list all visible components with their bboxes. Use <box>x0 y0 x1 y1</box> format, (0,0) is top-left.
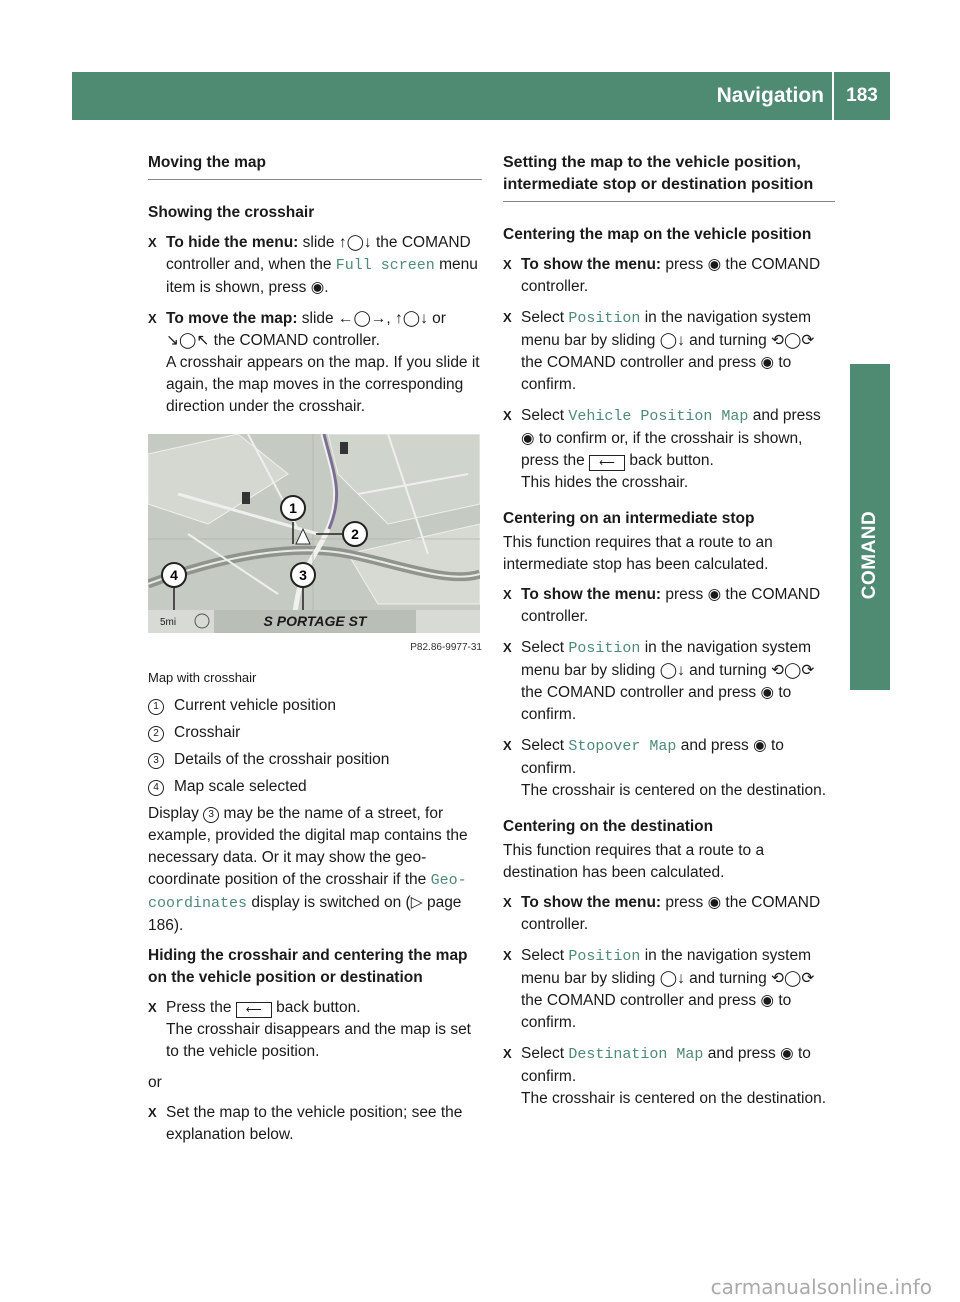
menu-item-position: Position <box>568 310 641 327</box>
controller-press-icon: ◉ <box>310 279 325 296</box>
step-arrow-icon: X <box>503 408 512 423</box>
figure-id: P82.86-9977-31 <box>410 642 482 653</box>
controller-turn-icon: ⟲◯⟳ <box>771 332 815 349</box>
controller-press-icon: ◉ <box>760 354 775 371</box>
step-select-position: X Select Position in the navigation system menu bar by sliding ◯↓ and turning ⟲◯⟳ the COMAND controller and press ◉ to confirm. <box>503 639 815 723</box>
step-select-position: X Select Position in the navigation system menu bar by sliding ◯↓ and turning ⟲◯⟳ the COMAND controller and press ◉ to confirm. <box>503 947 815 1031</box>
controller-press-icon: ◉ <box>780 1045 794 1062</box>
step-show-menu: X To show the menu: press ◉ the COMAND controller. <box>503 256 821 295</box>
map-figure <box>148 434 480 633</box>
step-move-map: X To move the map: slide ←◯→, ↑◯↓ or ↘◯↖ the COMAND controller. A crosshair appears on the map. If you slide it again, the map moves in the corresponding direction under the crosshair. <box>148 308 482 418</box>
step-arrow-icon: X <box>503 257 512 272</box>
header-separator <box>832 72 834 120</box>
svg-text:3: 3 <box>299 567 307 583</box>
left-column <box>148 152 482 1155</box>
step-arrow-icon: X <box>148 1105 157 1120</box>
step-arrow-icon: X <box>503 1046 512 1061</box>
step-show-menu: X To show the menu: press ◉ the COMAND controller. <box>503 586 821 625</box>
back-button-icon: ⟵ <box>589 455 625 471</box>
step-set-vehicle-position: X Set the map to the vehicle position; see the explanation below. <box>148 1104 463 1143</box>
controller-turn-icon: ⟲◯⟳ <box>771 970 815 987</box>
subheading-hiding-crosshair: Hiding the crosshair and centering the map on the vehicle position or destination <box>148 947 468 986</box>
step-result: The crosshair is centered on the destination. <box>521 782 827 799</box>
legend-item: 1 Current vehicle position <box>148 695 482 717</box>
intermediate-stop-text: This function requires that a route to an intermediate stop has been calculated. <box>503 534 773 573</box>
controller-press-icon: ◉ <box>760 684 775 701</box>
step-result: The crosshair disappears and the map is set to the vehicle position. <box>166 1021 471 1060</box>
menu-item-destination-map: Destination Map <box>568 1046 704 1063</box>
step-result: This hides the crosshair. <box>521 474 689 491</box>
controller-press-icon: ◉ <box>753 737 767 754</box>
subheading-intermediate-stop: Centering on an intermediate stop <box>503 510 755 527</box>
controller-slide-left-right-icon: ←◯→ <box>337 310 387 327</box>
controller-press-icon: ◉ <box>707 256 722 273</box>
subheading-destination: Centering on the destination <box>503 818 714 835</box>
step-arrow-icon: X <box>148 235 157 250</box>
section-title-setting-map: Setting the map to the vehicle position, intermediate stop or destination position <box>503 152 835 202</box>
display-paragraph: Display 3 may be the name of a street, for example, provided the digital map contains the necessary data. Or it may show the geo-coordinate position of the crosshair if the Geo-coordinates display is switched on (▷ page 186). <box>148 805 468 934</box>
step-arrow-icon: X <box>503 738 512 753</box>
side-tab-label: COMAND <box>859 510 880 600</box>
legend-item: 3 Details of the crosshair position <box>148 749 482 771</box>
map-scale-label: 5mi <box>160 617 177 628</box>
step-press-back: X Press the ⟵ back button. The crosshair disappears and the map is set to the vehicle position. <box>148 997 482 1063</box>
page-header-title: Navigation <box>716 84 824 107</box>
menu-item-position: Position <box>568 640 641 657</box>
step-select-stopover-map: X Select Stopover Map and press ◉ to confirm. The crosshair is centered on the destination. <box>503 735 835 802</box>
controller-slide-up-down-icon: ↑◯↓ <box>338 234 372 251</box>
step-arrow-icon: X <box>503 895 512 910</box>
step-arrow-icon: X <box>503 640 512 655</box>
controller-press-icon: ◉ <box>760 992 775 1009</box>
back-button-icon: ⟵ <box>236 1002 272 1018</box>
figure-caption: Map with crosshair <box>148 670 257 685</box>
side-tab-marker <box>850 364 890 420</box>
geo-coordinates-label: Geo-coordinates <box>148 872 467 912</box>
controller-slide-down-icon: ◯↓ <box>659 332 685 349</box>
map-illustration <box>148 434 480 633</box>
menu-item-vehicle-position-map: Vehicle Position Map <box>568 408 749 425</box>
step-show-menu: X To show the menu: press ◉ the COMAND controller. <box>503 894 821 933</box>
step-arrow-icon: X <box>148 311 157 326</box>
step-arrow-icon: X <box>503 310 512 325</box>
menu-item-position: Position <box>568 948 641 965</box>
step-hide-menu: X To hide the menu: slide ↑◯↓ the COMAND controller and, when the Full screen menu item is shown, press ◉. <box>148 234 478 296</box>
svg-text:4: 4 <box>170 567 178 583</box>
step-result: A crosshair appears on the map. If you slide it again, the map moves in the corresponding direction under the crosshair. <box>166 354 480 415</box>
step-arrow-icon: X <box>148 1000 157 1015</box>
legend-item: 4 Map scale selected <box>148 776 482 798</box>
controller-press-icon: ◉ <box>521 430 535 447</box>
step-arrow-icon: X <box>503 948 512 963</box>
subheading-showing-crosshair: Showing the crosshair <box>148 204 315 221</box>
controller-press-icon: ◉ <box>707 586 722 603</box>
step-select-destination-map: X Select Destination Map and press ◉ to confirm. The crosshair is centered on the destination. <box>503 1043 835 1110</box>
controller-slide-up-down-icon: ↑◯↓ <box>394 310 428 327</box>
watermark: carmanualsonline.info <box>710 1275 932 1299</box>
legend-item: 2 Crosshair <box>148 722 482 744</box>
controller-slide-down-icon: ◯↓ <box>659 970 685 987</box>
map-street-label: S PORTAGE ST <box>263 613 367 629</box>
controller-slide-down-icon: ◯↓ <box>659 662 685 679</box>
controller-turn-icon: ⟲◯⟳ <box>771 662 815 679</box>
menu-item-stopover-map: Stopover Map <box>568 738 677 755</box>
subheading-vehicle-position: Centering the map on the vehicle position <box>503 226 812 243</box>
svg-text:2: 2 <box>351 526 359 542</box>
controller-press-icon: ◉ <box>707 894 722 911</box>
section-title-moving-map: Moving the map <box>148 152 482 180</box>
page-ref-icon: ▷ <box>410 894 423 911</box>
step-arrow-icon: X <box>503 587 512 602</box>
menu-item-full-screen: Full screen <box>335 257 435 274</box>
step-select-vehicle-position-map: X Select Vehicle Position Map and press ◉ to confirm or, if the crosshair is shown, press the ⟵ back button. This hides the crosshair. <box>503 405 835 494</box>
svg-text:1: 1 <box>289 500 297 516</box>
controller-slide-diagonal-icon: ↘◯↖ <box>166 332 210 349</box>
step-result: The crosshair is centered on the destination. <box>521 1090 827 1107</box>
destination-text: This function requires that a route to a destination has been calculated. <box>503 842 765 881</box>
step-select-position: X Select Position in the navigation system menu bar by sliding ◯↓ and turning ⟲◯⟳ the COMAND controller and press ◉ to confirm. <box>503 309 815 393</box>
or-text: or <box>148 1074 162 1091</box>
right-column <box>503 152 835 1119</box>
page-number: 183 <box>846 85 878 106</box>
